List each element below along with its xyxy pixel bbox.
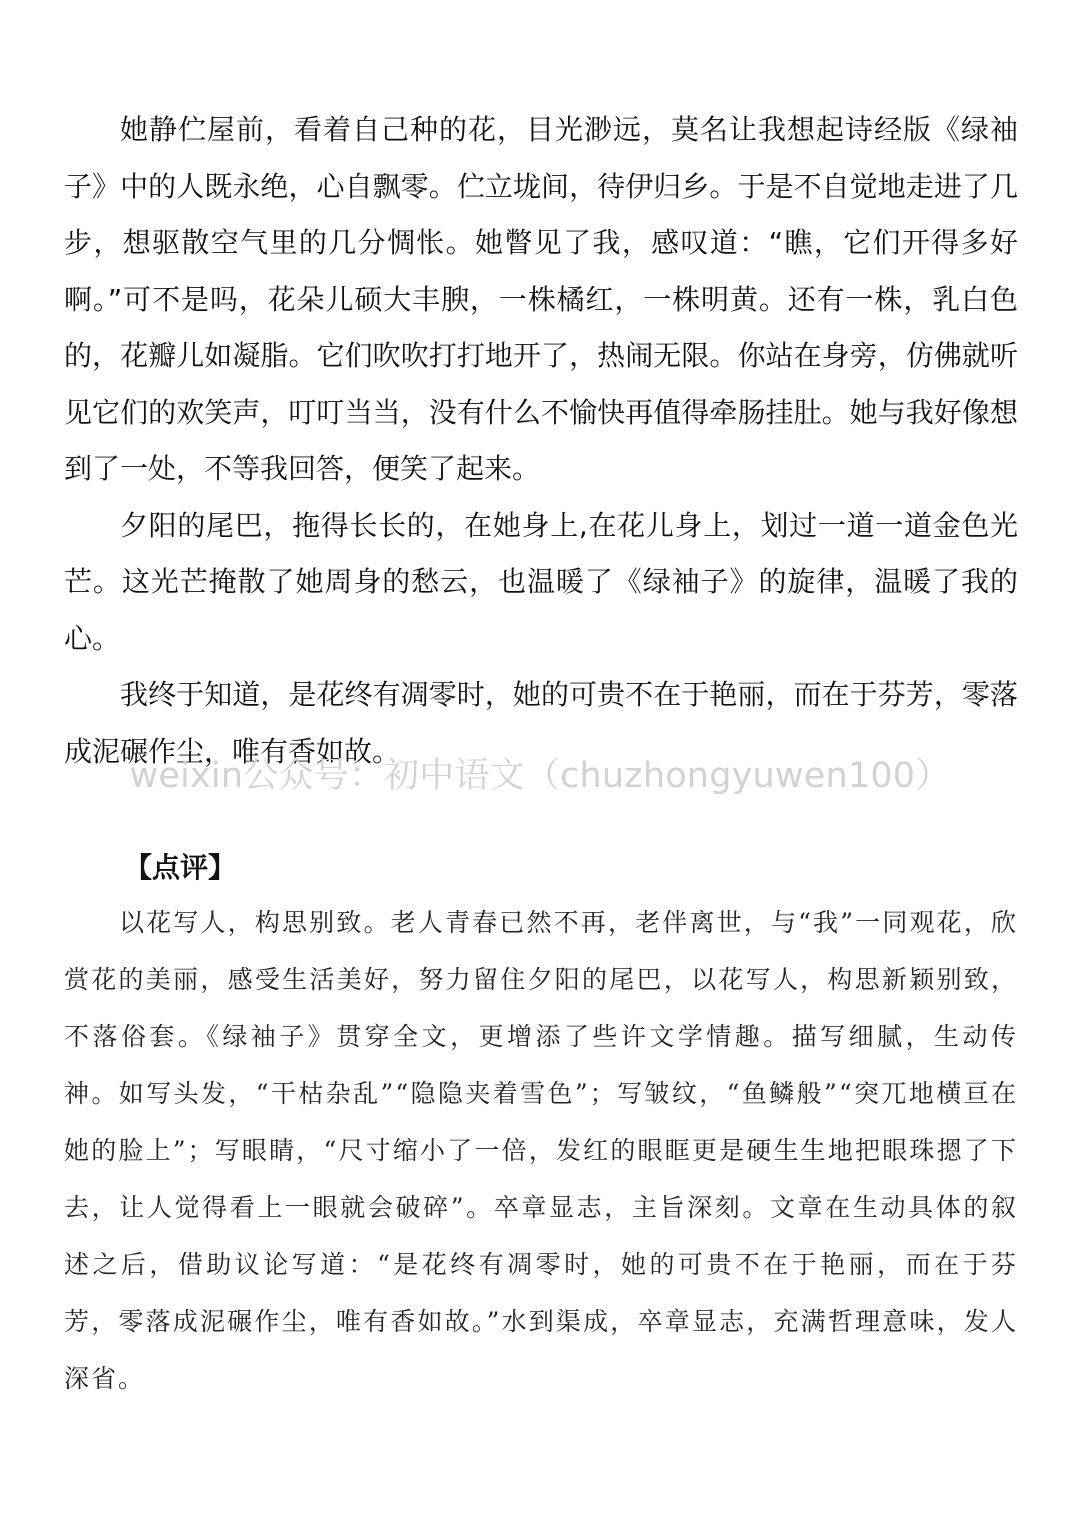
review-paragraph: 以花写人，构思别致。老人青春已然不再，老伴离世，与“我”一同观花，欣赏花的美丽，感受生活美好，努力留住夕阳的尾巴，以花写人，构思新颖别致，不落俗套。《绿袖子》贯穿全文，更增添了些许文学情趣。描写细腻，生动传神。如写头发，“干枯杂乱”“隐隐夹着雪色”；写皱纹，“鱼鳞般”“突兀地横亘在她的脸上”；写眼睛，“尺寸缩小了一倍，发红的眼眶更是硬生生地把眼珠摁了下去，让人觉得看上一眼就会破碎”。卒章显志，主旨深刻。文章在生动具体的叙述之后，借助议论写道：“是花终有凋零时，她的可贵不在于艳丽，而在于芬芳，零落成泥碾作尘，唯有香如故。”水到渠成，卒章显志，充满哲理意味，发人深省。	[64, 908, 1018, 1393]
review-body	[64, 894, 1018, 1407]
essay-body	[64, 102, 1018, 780]
review-heading: 【点评】	[124, 851, 237, 884]
watermark-text: weixin公众号：初中语文（chuzhongyuwen100）	[129, 756, 951, 796]
essay-paragraph: 她静伫屋前，看着自己种的花，目光渺远，莫名让我想起诗经版《绿袖子》中的人既永绝，心自飘零。伫立垅间，待伊归乡。于是不自觉地走进了几步，想驱散空气里的几分惆怅。她瞥见了我，感叹道：“瞧，它们开得多好啊。”可不是吗，花朵儿硕大丰腴，一株橘红，一株明黄。还有一株，乳白色的，花瓣儿如凝脂。它们吹吹打打地开了，热闹无限。你站在身旁，仿佛就听见它们的欢笑声，叮叮当当，没有什么不愉快再值得牵肠挂肚。她与我好像想到了一处，不等我回答，便笑了起来。	[64, 113, 1018, 485]
essay-paragraph: 夕阳的尾巴，拖得长长的，在她身上,在花儿身上，划过一道一道金色光芒。这光芒掩散了她周身的愁云，也温暖了《绿袖子》的旋律，温暖了我的心。	[64, 508, 1018, 655]
essay-paragraph: 我终于知道，是花终有凋零时，她的可贵不在于艳丽，而在于芬芳，零落成泥碾作尘，唯有香如故。	[64, 678, 1018, 768]
